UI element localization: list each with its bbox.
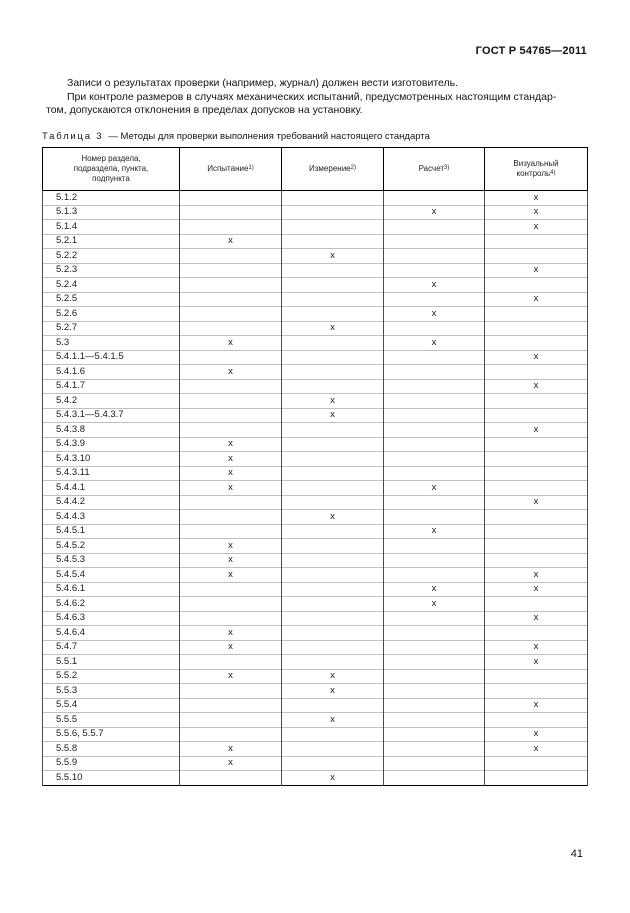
table-row	[43, 684, 588, 699]
empty-cell	[282, 452, 384, 467]
table-row	[43, 408, 588, 423]
empty-cell	[180, 698, 282, 713]
empty-cell	[282, 597, 384, 612]
table-body	[43, 191, 588, 786]
method-mark-cell: x	[282, 684, 384, 699]
method-mark-cell: x	[180, 742, 282, 757]
section-number-cell: 5.4.5.4	[43, 568, 180, 583]
table-row	[43, 539, 588, 554]
method-mark-cell: x	[485, 263, 588, 278]
header-cell-visual	[485, 148, 588, 191]
empty-cell	[282, 278, 384, 293]
method-mark-cell: x	[485, 495, 588, 510]
empty-cell	[282, 626, 384, 641]
table-head	[43, 148, 588, 191]
table-row	[43, 756, 588, 771]
empty-cell	[485, 771, 588, 786]
header-cell-section	[43, 148, 180, 191]
section-number-cell: 5.4.5.2	[43, 539, 180, 554]
empty-cell	[384, 249, 485, 264]
method-mark-cell: x	[485, 727, 588, 742]
table-row	[43, 481, 588, 496]
empty-cell	[384, 466, 485, 481]
empty-cell	[180, 611, 282, 626]
table-caption-text: — Методы для проверки выполнения требований настоящего стандарта	[108, 131, 430, 142]
empty-cell	[282, 423, 384, 438]
method-mark-cell: x	[485, 292, 588, 307]
empty-cell	[180, 597, 282, 612]
table-row	[43, 655, 588, 670]
section-number-cell: 5.4.2	[43, 394, 180, 409]
empty-cell	[180, 220, 282, 235]
empty-cell	[384, 437, 485, 452]
empty-cell	[384, 423, 485, 438]
section-number-cell: 5.4.5.1	[43, 524, 180, 539]
method-mark-cell: x	[180, 626, 282, 641]
empty-cell	[485, 524, 588, 539]
table-row	[43, 249, 588, 264]
section-number-cell: 5.4.6.1	[43, 582, 180, 597]
table-row	[43, 278, 588, 293]
empty-cell	[282, 742, 384, 757]
empty-cell	[180, 205, 282, 220]
method-mark-cell: x	[485, 568, 588, 583]
method-mark-cell: x	[384, 597, 485, 612]
empty-cell	[384, 510, 485, 525]
paragraph-tolerances-line2: том, допускаются отклонения в пределах допусков на установку.	[46, 104, 363, 117]
empty-cell	[282, 582, 384, 597]
header-cell-test	[180, 148, 282, 191]
section-number-cell: 5.4.3.10	[43, 452, 180, 467]
footnote-marker-3: 3)	[444, 165, 450, 171]
empty-cell	[384, 756, 485, 771]
table-row	[43, 292, 588, 307]
method-mark-cell: x	[485, 640, 588, 655]
empty-cell	[384, 771, 485, 786]
empty-cell	[282, 727, 384, 742]
empty-cell	[282, 205, 384, 220]
empty-cell	[384, 452, 485, 467]
header-test-label: Испытание	[207, 164, 249, 173]
table-row	[43, 365, 588, 380]
empty-cell	[384, 655, 485, 670]
empty-cell	[384, 220, 485, 235]
section-number-cell: 5.4.3.9	[43, 437, 180, 452]
empty-cell	[282, 655, 384, 670]
table-row	[43, 742, 588, 757]
method-mark-cell: x	[384, 307, 485, 322]
table-header-row	[43, 148, 588, 191]
empty-cell	[384, 684, 485, 699]
method-mark-cell: x	[384, 205, 485, 220]
empty-cell	[282, 263, 384, 278]
method-mark-cell: x	[282, 394, 384, 409]
header-calculation-label: Расчет	[418, 164, 445, 173]
section-number-cell: 5.4.1.6	[43, 365, 180, 380]
empty-cell	[384, 727, 485, 742]
section-number-cell: 5.1.2	[43, 191, 180, 206]
empty-cell	[282, 365, 384, 380]
empty-cell	[485, 597, 588, 612]
section-number-cell: 5.2.1	[43, 234, 180, 249]
empty-cell	[180, 655, 282, 670]
empty-cell	[180, 524, 282, 539]
method-mark-cell: x	[485, 423, 588, 438]
method-mark-cell: x	[485, 742, 588, 757]
empty-cell	[485, 626, 588, 641]
empty-cell	[485, 249, 588, 264]
empty-cell	[180, 408, 282, 423]
empty-cell	[282, 379, 384, 394]
table-row	[43, 669, 588, 684]
section-number-cell: 5.4.6.2	[43, 597, 180, 612]
paragraph-tolerances-line1: При контроле размеров в случаях механических испытаний, предусмотренных настоящим стандар-	[67, 90, 557, 103]
table-row	[43, 220, 588, 235]
empty-cell	[282, 220, 384, 235]
section-number-cell: 5.1.4	[43, 220, 180, 235]
empty-cell	[282, 539, 384, 554]
section-number-cell: 5.2.5	[43, 292, 180, 307]
section-number-cell: 5.5.4	[43, 698, 180, 713]
header-cell-measurement	[282, 148, 384, 191]
empty-cell	[180, 713, 282, 728]
empty-cell	[180, 191, 282, 206]
method-mark-cell: x	[485, 350, 588, 365]
empty-cell	[282, 466, 384, 481]
method-mark-cell: x	[384, 336, 485, 351]
empty-cell	[282, 234, 384, 249]
empty-cell	[282, 336, 384, 351]
method-mark-cell: x	[180, 553, 282, 568]
section-number-cell: 5.2.4	[43, 278, 180, 293]
empty-cell	[485, 437, 588, 452]
empty-cell	[180, 292, 282, 307]
empty-cell	[180, 249, 282, 264]
table-row	[43, 423, 588, 438]
table-row	[43, 524, 588, 539]
empty-cell	[180, 510, 282, 525]
empty-cell	[282, 553, 384, 568]
empty-cell	[384, 234, 485, 249]
empty-cell	[485, 539, 588, 554]
empty-cell	[384, 640, 485, 655]
method-mark-cell: x	[485, 582, 588, 597]
method-mark-cell: x	[384, 582, 485, 597]
method-mark-cell: x	[485, 220, 588, 235]
document-standard-number: ГОСТ Р 54765—2011	[475, 45, 587, 57]
empty-cell	[384, 365, 485, 380]
section-number-cell: 5.4.4.2	[43, 495, 180, 510]
empty-cell	[384, 553, 485, 568]
footnote-marker-4: 4)	[550, 170, 556, 176]
empty-cell	[384, 698, 485, 713]
section-number-cell: 5.4.3.1—5.4.3.7	[43, 408, 180, 423]
empty-cell	[485, 408, 588, 423]
empty-cell	[485, 553, 588, 568]
section-number-cell: 5.5.9	[43, 756, 180, 771]
method-mark-cell: x	[180, 481, 282, 496]
empty-cell	[384, 191, 485, 206]
table-row	[43, 307, 588, 322]
empty-cell	[180, 307, 282, 322]
empty-cell	[384, 539, 485, 554]
section-number-cell: 5.2.7	[43, 321, 180, 336]
empty-cell	[384, 321, 485, 336]
method-mark-cell: x	[282, 669, 384, 684]
section-number-cell: 5.3	[43, 336, 180, 351]
table-row	[43, 452, 588, 467]
method-mark-cell: x	[384, 278, 485, 293]
header-measurement-label: Измерение	[309, 164, 351, 173]
empty-cell	[282, 292, 384, 307]
empty-cell	[180, 771, 282, 786]
table-row	[43, 597, 588, 612]
method-mark-cell: x	[180, 539, 282, 554]
empty-cell	[282, 524, 384, 539]
empty-cell	[282, 568, 384, 583]
section-number-cell: 5.2.2	[43, 249, 180, 264]
method-mark-cell: x	[384, 481, 485, 496]
method-mark-cell: x	[485, 191, 588, 206]
empty-cell	[282, 307, 384, 322]
empty-cell	[282, 350, 384, 365]
empty-cell	[282, 756, 384, 771]
method-mark-cell: x	[485, 611, 588, 626]
empty-cell	[180, 727, 282, 742]
empty-cell	[485, 510, 588, 525]
empty-cell	[384, 350, 485, 365]
table-row	[43, 336, 588, 351]
empty-cell	[282, 611, 384, 626]
section-number-cell: 5.5.8	[43, 742, 180, 757]
method-mark-cell: x	[180, 640, 282, 655]
section-number-cell: 5.4.6.3	[43, 611, 180, 626]
empty-cell	[282, 481, 384, 496]
table-row	[43, 437, 588, 452]
method-mark-cell: x	[485, 655, 588, 670]
table-row	[43, 727, 588, 742]
method-mark-cell: x	[282, 408, 384, 423]
paragraph-records	[46, 77, 587, 91]
empty-cell	[485, 713, 588, 728]
table-row	[43, 611, 588, 626]
table-row	[43, 466, 588, 481]
empty-cell	[485, 452, 588, 467]
empty-cell	[180, 350, 282, 365]
empty-cell	[384, 292, 485, 307]
method-mark-cell: x	[180, 452, 282, 467]
method-mark-cell: x	[180, 437, 282, 452]
empty-cell	[282, 698, 384, 713]
paragraph-records-text: Записи о результатах проверки (например, журнал) должен вести изготовитель.	[67, 77, 459, 89]
empty-cell	[485, 321, 588, 336]
table-row	[43, 553, 588, 568]
empty-cell	[180, 321, 282, 336]
table-row	[43, 713, 588, 728]
empty-cell	[485, 466, 588, 481]
empty-cell	[282, 640, 384, 655]
table-row	[43, 626, 588, 641]
empty-cell	[180, 394, 282, 409]
method-mark-cell: x	[180, 568, 282, 583]
header-section-label: Номер раздела, подраздела, пункта, подпункта	[73, 154, 149, 183]
section-number-cell: 5.4.3.8	[43, 423, 180, 438]
empty-cell	[485, 669, 588, 684]
table-caption-label: Таблица 3	[42, 131, 104, 142]
empty-cell	[485, 684, 588, 699]
method-mark-cell: x	[282, 249, 384, 264]
table-row	[43, 321, 588, 336]
method-mark-cell: x	[180, 669, 282, 684]
empty-cell	[180, 495, 282, 510]
header-cell-calculation	[384, 148, 485, 191]
section-number-cell: 5.4.3.11	[43, 466, 180, 481]
header-visual-label: Визуальный контроль	[513, 159, 559, 178]
empty-cell	[180, 423, 282, 438]
method-mark-cell: x	[282, 510, 384, 525]
method-mark-cell: x	[384, 524, 485, 539]
empty-cell	[282, 191, 384, 206]
method-mark-cell: x	[282, 713, 384, 728]
method-mark-cell: x	[180, 365, 282, 380]
table-row	[43, 640, 588, 655]
empty-cell	[384, 611, 485, 626]
empty-cell	[180, 684, 282, 699]
empty-cell	[485, 234, 588, 249]
table-row	[43, 234, 588, 249]
method-mark-cell: x	[485, 379, 588, 394]
empty-cell	[384, 408, 485, 423]
table-row	[43, 191, 588, 206]
method-mark-cell: x	[180, 756, 282, 771]
section-number-cell: 5.4.7	[43, 640, 180, 655]
method-mark-cell: x	[180, 466, 282, 481]
table-row	[43, 698, 588, 713]
table-row	[43, 379, 588, 394]
table-row	[43, 510, 588, 525]
footnote-marker-2: 2)	[350, 165, 356, 171]
section-number-cell: 5.4.4.1	[43, 481, 180, 496]
table-row	[43, 394, 588, 409]
section-number-cell: 5.5.10	[43, 771, 180, 786]
empty-cell	[180, 278, 282, 293]
table-row	[43, 771, 588, 786]
section-number-cell: 5.5.5	[43, 713, 180, 728]
section-number-cell: 5.5.3	[43, 684, 180, 699]
method-mark-cell: x	[485, 205, 588, 220]
section-number-cell: 5.5.2	[43, 669, 180, 684]
empty-cell	[384, 495, 485, 510]
empty-cell	[384, 568, 485, 583]
section-number-cell: 5.4.4.3	[43, 510, 180, 525]
footnote-marker-1: 1)	[248, 165, 254, 171]
empty-cell	[485, 336, 588, 351]
empty-cell	[485, 394, 588, 409]
table-row	[43, 568, 588, 583]
section-number-cell: 5.2.3	[43, 263, 180, 278]
table-row	[43, 263, 588, 278]
empty-cell	[485, 481, 588, 496]
empty-cell	[180, 582, 282, 597]
empty-cell	[384, 626, 485, 641]
section-number-cell: 5.4.5.3	[43, 553, 180, 568]
table-caption	[42, 131, 430, 142]
section-number-cell: 5.4.1.1—5.4.1.5	[43, 350, 180, 365]
table-row	[43, 582, 588, 597]
empty-cell	[282, 437, 384, 452]
method-mark-cell: x	[180, 234, 282, 249]
table-row	[43, 350, 588, 365]
empty-cell	[485, 307, 588, 322]
empty-cell	[485, 278, 588, 293]
empty-cell	[180, 263, 282, 278]
method-mark-cell: x	[485, 698, 588, 713]
empty-cell	[384, 669, 485, 684]
empty-cell	[384, 379, 485, 394]
empty-cell	[384, 263, 485, 278]
empty-cell	[485, 756, 588, 771]
paragraph-tolerances	[46, 91, 587, 118]
method-mark-cell: x	[180, 336, 282, 351]
section-number-cell: 5.4.6.4	[43, 626, 180, 641]
section-number-cell: 5.5.1	[43, 655, 180, 670]
method-mark-cell: x	[282, 771, 384, 786]
section-number-cell: 5.2.6	[43, 307, 180, 322]
section-number-cell: 5.5.6, 5.5.7	[43, 727, 180, 742]
verification-methods-table	[42, 147, 588, 786]
table-row	[43, 205, 588, 220]
empty-cell	[384, 394, 485, 409]
empty-cell	[384, 713, 485, 728]
table-row	[43, 495, 588, 510]
empty-cell	[485, 365, 588, 380]
empty-cell	[282, 495, 384, 510]
page-number: 41	[570, 848, 583, 860]
empty-cell	[384, 742, 485, 757]
empty-cell	[180, 379, 282, 394]
section-number-cell: 5.4.1.7	[43, 379, 180, 394]
section-number-cell: 5.1.3	[43, 205, 180, 220]
method-mark-cell: x	[282, 321, 384, 336]
